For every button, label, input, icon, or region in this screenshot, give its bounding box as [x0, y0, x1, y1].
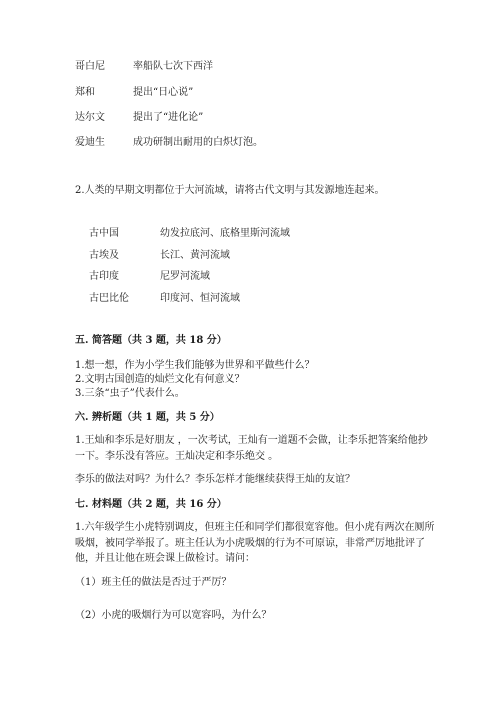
question-item: 1.想一想，作为小学生我们能够为世界和平做些什么？: [75, 360, 315, 371]
section-6-question: 李乐的做法对吗？为什么？李乐怎样才能继续获得王灿的友谊？: [75, 474, 355, 485]
river-label: 幼发拉底河、底格里斯河流域: [160, 228, 290, 239]
civilization-label: 古中国: [89, 228, 119, 239]
river-label: 尼罗河流域: [160, 271, 210, 282]
match-left: 达尔文: [75, 112, 105, 123]
river-label: 印度河、恒河流域: [160, 293, 240, 304]
section-5-heading: 五. 简答题（共 3 题，共 18 分）: [75, 335, 227, 346]
civilization-label: 古巴比伦: [89, 293, 129, 304]
match-left: 哥白尼: [75, 61, 105, 72]
question-item: 3.三条“虫子”代表什么。: [75, 388, 185, 399]
civilization-label: 古埃及: [89, 250, 119, 261]
section-7-heading: 七. 材料题（共 2 题，共 16 分）: [75, 499, 227, 510]
match-right: 成功研制出耐用的白炽灯泡。: [133, 137, 263, 148]
match-right: 提出“日心说”: [133, 87, 194, 98]
sub-question: （1）班主任的做法是否过于严厉？: [75, 577, 232, 588]
sub-question: （2）小虎的吸烟行为可以宽容吗，为什么？: [75, 610, 272, 621]
match-left: 郑和: [75, 87, 95, 98]
civilization-label: 古印度: [89, 271, 119, 282]
section-6-heading: 六. 辨析题（共 1 题，共 5 分）: [75, 412, 220, 423]
match-right: 率船队七次下西洋: [133, 61, 213, 72]
river-label: 长江、黄河流域: [160, 250, 230, 261]
match-right: 提出了“进化论”: [133, 112, 204, 123]
section-7-paragraph: 1.六年级学生小虎特别调皮，但班主任和同学们都很宽容他。但小虎有两次在厕所吸烟，被同学举报了。班主任认为小虎吸烟的行为不可原谅，非常严厉地批评了他，并且让他在班会课上做检讨。请问：: [75, 522, 435, 564]
question-2-prompt: 2.人类的早期文明都位于大河流域，请将古代文明与其发源地连起来。: [75, 185, 385, 196]
match-left: 爱迪生: [75, 137, 105, 148]
section-6-paragraph: 1.王灿和李乐是好朋友 ，一次考试，王灿有一道题不会做，让李乐把答案给他抄一下。李乐没有答应。王灿决定和李乐绝交 。: [75, 435, 428, 462]
question-item: 2.文明古国创造的灿烂文化有何意义？: [75, 374, 245, 385]
